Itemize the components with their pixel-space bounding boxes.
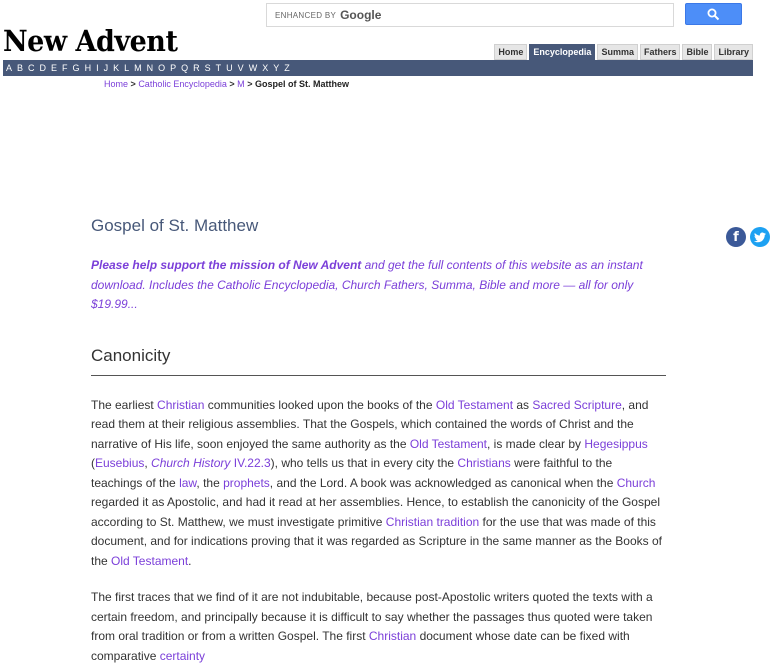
search-google-label: Google (340, 8, 382, 22)
text: , the (196, 475, 224, 490)
link-christians[interactable]: Christians (457, 456, 511, 470)
text: communities looked upon the books of the (204, 397, 436, 412)
nav-fathers[interactable]: Fathers (640, 44, 681, 60)
text: . (188, 553, 192, 568)
nav-library[interactable]: Library (714, 44, 753, 60)
site-logo[interactable]: New Advent (3, 24, 178, 58)
link-old-testament[interactable]: Old Testament (409, 436, 487, 451)
alpha-link-t[interactable]: T (215, 63, 222, 73)
section-divider (91, 375, 666, 376)
link-christian[interactable]: Christian (368, 629, 417, 643)
text: , is made clear by (487, 436, 585, 451)
link-sacred-scripture[interactable]: Sacred Scripture (532, 397, 622, 412)
text: , and the Lord. A book was acknowledged as canonical when the (269, 475, 617, 490)
breadcrumb-encyclopedia[interactable]: Catholic Encyclopedia (138, 79, 227, 89)
search-icon (707, 8, 720, 21)
breadcrumb-separator: > (130, 79, 136, 89)
breadcrumb-current: Gospel of St. Matthew (254, 79, 349, 89)
alpha-link-z[interactable]: Z (284, 63, 290, 73)
alpha-link-j[interactable]: J (103, 63, 109, 73)
text: as (513, 397, 533, 412)
alpha-link-e[interactable]: E (51, 63, 58, 73)
alpha-link-u[interactable]: U (226, 63, 233, 73)
breadcrumb-home[interactable]: Home (104, 79, 129, 89)
alpha-link-p[interactable]: P (170, 63, 177, 73)
breadcrumb-separator: > (247, 79, 253, 89)
nav-bible[interactable]: Bible (682, 44, 712, 60)
church-history-title: Church History (151, 456, 231, 470)
nav-summa[interactable]: Summa (597, 44, 638, 60)
alpha-link-d[interactable]: D (39, 63, 47, 73)
alpha-link-b[interactable]: B (17, 63, 24, 73)
link-hegesippus[interactable]: Hegesippus (584, 436, 648, 451)
nav-home[interactable]: Home (494, 44, 527, 60)
alpha-link-q[interactable]: Q (181, 63, 189, 73)
twitter-icon[interactable] (750, 227, 770, 247)
link-prophets[interactable]: prophets (223, 475, 270, 490)
alpha-link-x[interactable]: X (262, 63, 269, 73)
alpha-link-c[interactable]: C (28, 63, 35, 73)
alpha-link-y[interactable]: Y (273, 63, 280, 73)
text: The first traces that we find of it are not indubitable, because post-Apostolic writers quoted the texts with a certain freedom, and principally because it is difficult to say whether the passages thus quoted were taken from oral tradition or from a written Gospel. The first (91, 590, 653, 643)
top-nav (494, 44, 753, 60)
link-church[interactable]: Church (616, 475, 656, 490)
alpha-link-l[interactable]: L (124, 63, 130, 73)
support-rest-text: and get the full contents of this website as an instant download. Includes the Catholic Encyclopedia, Church Fathers, Summa, Bible and more — all for only $19.99... (91, 258, 643, 311)
alpha-link-i[interactable]: I (96, 63, 99, 73)
alpha-link-k[interactable]: K (113, 63, 120, 73)
alpha-link-s[interactable]: S (204, 63, 211, 73)
link-old-testament[interactable]: Old Testament (435, 397, 514, 412)
text: , (144, 456, 152, 470)
link-christian[interactable]: Christian (157, 397, 205, 412)
alpha-link-n[interactable]: N (146, 63, 154, 73)
page-title: Gospel of St. Matthew (91, 216, 259, 235)
alpha-link-m[interactable]: M (134, 63, 142, 73)
alpha-link-g[interactable]: G (72, 63, 80, 73)
alpha-link-f[interactable]: F (62, 63, 68, 73)
breadcrumb-separator: > (229, 79, 235, 89)
alpha-link-w[interactable]: W (248, 63, 258, 73)
church-history-ref: IV.22.3 (230, 456, 271, 470)
text: were faithful to the teachings of the (91, 456, 613, 490)
text: ( (91, 456, 95, 470)
text: for the use that was made of this document, and for indications proving that it was regarded as Scripture in the same manner as the Books of the (91, 514, 662, 568)
support-bold-text: Please help support the mission of New Advent (91, 258, 362, 272)
alpha-link-h[interactable]: H (84, 63, 92, 73)
breadcrumb (104, 79, 349, 89)
support-link[interactable] (91, 258, 643, 311)
alpha-link-o[interactable]: O (158, 63, 166, 73)
link-old-testament[interactable]: Old Testament (111, 553, 189, 568)
text: , and read them at their religious assemblies. That the Gospels, which contained the words of Christ and the narrative of His life, soon enjoyed the same authority as the (91, 397, 649, 451)
alpha-link-a[interactable]: A (6, 63, 13, 73)
paragraph-1 (91, 396, 666, 572)
text: The earliest (91, 397, 158, 412)
main-content (91, 215, 666, 666)
facebook-icon[interactable]: f (726, 227, 746, 247)
link-eusebius[interactable]: Eusebius (95, 456, 145, 470)
search-button[interactable] (685, 3, 742, 25)
link-law[interactable]: law (179, 475, 197, 490)
text: regarded it as Apostolic, and had it read at her assemblies. Hence, to establish the canonicity of the Gospel according to St. Matthew, we must investigate primitive (91, 495, 660, 529)
support-banner (91, 256, 666, 315)
link-church-history[interactable] (151, 456, 271, 470)
twitter-bird-icon (754, 232, 766, 243)
social-share (726, 227, 770, 247)
alphabet-bar (3, 60, 753, 76)
link-certainty[interactable]: certainty (159, 648, 206, 663)
breadcrumb-letter[interactable]: M (237, 79, 245, 89)
section-heading: Canonicity (91, 345, 171, 365)
search-input[interactable] (266, 3, 674, 27)
alpha-link-r[interactable]: R (193, 63, 200, 73)
search-enhanced-label: ENHANCED BY (275, 10, 337, 20)
nav-encyclopedia[interactable]: Encyclopedia (529, 44, 595, 60)
alpha-link-v[interactable]: V (237, 63, 244, 73)
text: document whose date can be fixed with comparative (91, 629, 630, 663)
link-christian-tradition[interactable]: Christian tradition (385, 514, 480, 529)
text: ), who tells us that in every city the (270, 456, 458, 470)
